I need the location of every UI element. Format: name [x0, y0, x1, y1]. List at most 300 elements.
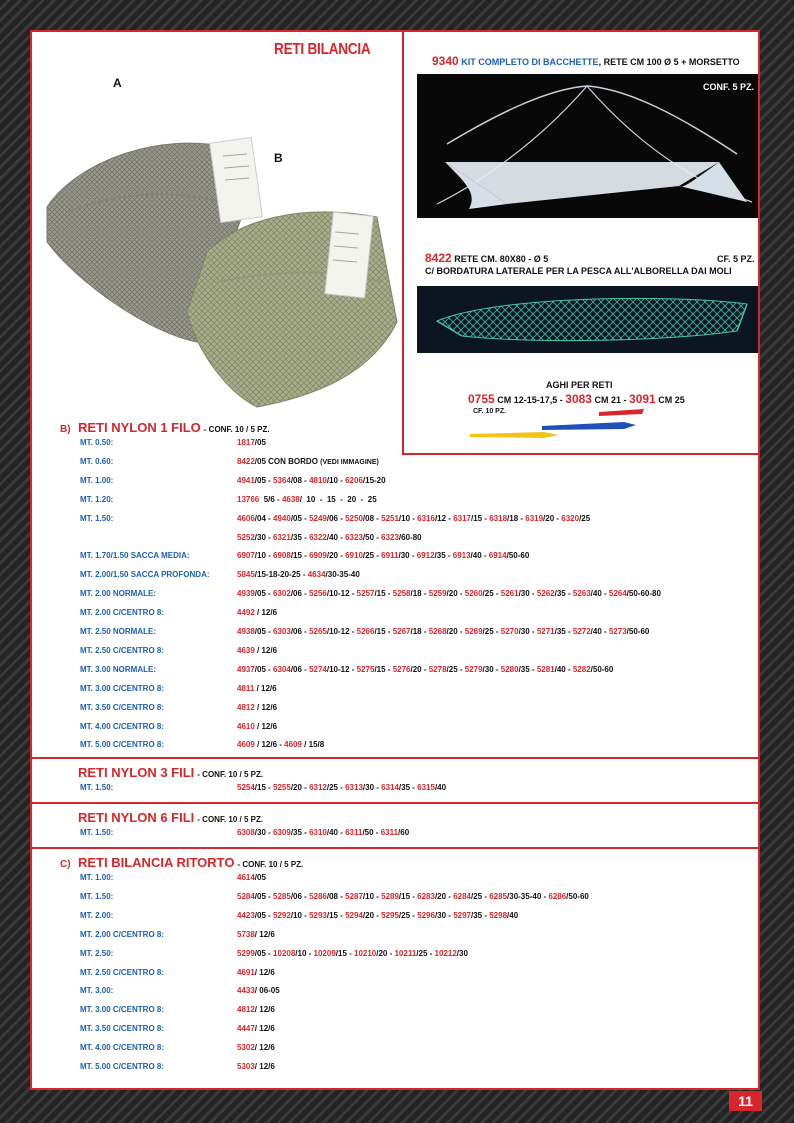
article-code: 4447	[237, 1024, 255, 1034]
article-code: 6308	[237, 828, 255, 837]
size-text: /10 -	[362, 891, 382, 901]
size-text: /40 -	[590, 589, 609, 599]
row-values	[237, 1005, 275, 1014]
rete-desc: RETE CM. 80X80 - Ø 5	[454, 254, 549, 264]
row-values	[237, 495, 377, 504]
size-text: /06 -	[290, 891, 310, 901]
size-text: /50 -	[362, 828, 381, 837]
article-code: 6315	[417, 783, 435, 792]
size-text: /20 -	[446, 589, 465, 599]
size-text: /40	[507, 910, 519, 920]
section-heading	[60, 809, 263, 827]
needle-size-2: CM 21 -	[594, 395, 627, 405]
row-values	[237, 722, 277, 731]
size-text: /25 -	[470, 891, 490, 901]
article-code: 10212	[434, 948, 457, 958]
article-code: 5251	[381, 513, 399, 523]
section-divider-1	[32, 757, 758, 759]
page-title: RETI BILANCIA	[274, 41, 371, 58]
article-code: 4433	[237, 986, 255, 996]
size-text: /20 -	[326, 551, 346, 561]
article-code: 4634	[307, 570, 326, 580]
article-code: 4639	[237, 645, 255, 655]
row-values	[237, 551, 529, 560]
size-text: /05 -	[254, 475, 274, 485]
article-code: 4609	[284, 740, 302, 750]
size-text: /18 -	[507, 513, 526, 523]
size-text: / 12/6	[254, 967, 275, 977]
kit-9340-photo	[417, 74, 758, 218]
article-code: 5249	[309, 513, 327, 523]
size-text: /30 -	[362, 783, 382, 792]
article-code: 5285	[273, 891, 291, 901]
row-label: MT. 5.00 C/CENTRO 8:	[80, 740, 165, 750]
size-text: /25 -	[446, 664, 465, 674]
size-text: / 06-05	[254, 986, 280, 996]
article-code: 5299	[237, 948, 255, 958]
kit-9340-heading	[432, 54, 740, 68]
row-label: MT. 1.50:	[80, 828, 114, 837]
row-label: MT. 0.50:	[80, 438, 114, 447]
top-divider-horizontal	[402, 453, 760, 455]
article-code: 4610	[237, 721, 255, 731]
article-code: 5292	[273, 910, 291, 920]
size-text: /25 -	[482, 627, 501, 636]
size-text: / 12/6	[254, 929, 275, 939]
article-code: 5259	[428, 589, 447, 599]
row-values	[237, 828, 409, 837]
size-text: /50-60	[566, 891, 589, 901]
size-text: /35 -	[290, 828, 310, 837]
size-text: /20 -	[376, 948, 395, 958]
size-text: /10 -	[326, 475, 346, 485]
article-code: 6909	[309, 551, 327, 561]
article-code: 4811	[237, 683, 255, 693]
size-text: /30 -	[518, 589, 537, 599]
size-text: /04 -	[254, 513, 274, 523]
row-values	[237, 438, 266, 447]
needles-conf: CF. 10 PZ.	[473, 408, 507, 415]
size-text: /30 -	[254, 828, 274, 837]
article-code: 5293	[309, 910, 327, 920]
article-code: 6284	[453, 891, 471, 901]
article-code: 1817	[237, 438, 255, 447]
article-code: 5252	[237, 532, 255, 542]
article-code: 6908	[273, 551, 291, 561]
kit-conf: CONF. 5 PZ.	[703, 82, 755, 92]
article-code: 6319	[525, 513, 544, 523]
size-text: /15-20	[362, 475, 386, 485]
size-text: /20 -	[434, 891, 454, 901]
article-code: 5276	[392, 664, 411, 674]
article-code: 5303	[237, 1062, 255, 1071]
row-label: MT. 2.00 C/CENTRO 8:	[80, 608, 165, 618]
size-text: / 12/6	[254, 1005, 275, 1015]
size-text: /20 -	[290, 783, 310, 792]
article-code: 10209	[313, 948, 336, 958]
article-code: 5260	[464, 589, 483, 599]
row-label: MT. 4.00 C/CENTRO 8:	[80, 721, 165, 731]
section-divider-2	[32, 802, 758, 804]
note-text: (VEDI IMMAGINE)	[320, 458, 379, 466]
size-text: / 12/6 -	[254, 740, 285, 750]
row-values	[237, 589, 661, 598]
size-text: /15 -	[470, 513, 490, 523]
section-name: RETI NYLON 3 FILI	[78, 765, 195, 780]
row-values	[237, 514, 590, 523]
size-text: /50-60	[506, 551, 530, 561]
size-text: / 12/6	[254, 702, 278, 712]
size-text: /08 -	[326, 891, 346, 901]
article-code: 4423	[237, 910, 255, 920]
size-text: /35 -	[554, 589, 573, 599]
size-text: /25 -	[482, 589, 501, 599]
size-text: /05 -	[254, 948, 274, 958]
size-text: /06 -	[290, 664, 310, 674]
size-text: /40 -	[326, 532, 346, 542]
article-code: 5281	[536, 664, 555, 674]
kit-code: 9340	[432, 54, 459, 68]
row-label: MT. 3.50 C/CENTRO 8:	[80, 1024, 165, 1034]
article-code: 5273	[608, 627, 627, 636]
size-text: / 12/6	[254, 683, 277, 693]
article-code: 6912	[416, 551, 435, 561]
article-code: 6323	[381, 532, 399, 542]
size-text: /15 -	[290, 551, 310, 561]
article-code: 4812	[237, 702, 255, 712]
article-code: 6302	[273, 589, 291, 599]
row-label: MT. 1.00:	[80, 873, 114, 882]
size-text: /50-60-80	[626, 589, 661, 599]
article-code: 4812	[237, 1005, 255, 1015]
article-code: 5298	[489, 910, 508, 920]
article-code: 5270	[500, 627, 519, 636]
size-text: /25 -	[416, 948, 435, 958]
size-text: /30 -	[482, 664, 501, 674]
row-label: MT. 2.00 C/CENTRO 8:	[80, 929, 165, 939]
article-code: 4938	[237, 627, 255, 636]
size-text: /20 -	[446, 627, 465, 636]
rete-conf: CF. 5 PZ.	[717, 254, 755, 264]
row-values	[237, 665, 613, 674]
size-text: /35 -	[434, 551, 453, 561]
article-code: 5296	[417, 910, 435, 920]
article-code: 6311	[380, 828, 399, 837]
size-text: / 12/6	[254, 721, 278, 731]
row-label: MT. 2.50 C/CENTRO 8:	[80, 645, 165, 655]
size-text: /15 -	[374, 664, 393, 674]
size-text: /15 -	[398, 891, 418, 901]
needle-code-1: 0755	[468, 392, 495, 406]
article-code: 6206	[345, 475, 363, 485]
size-text: /30 -	[254, 532, 274, 542]
size-text: /40 -	[554, 664, 573, 674]
size-text: /30-35-40	[325, 570, 360, 580]
catalog-page	[30, 30, 760, 1090]
size-text: /05 -	[254, 627, 274, 636]
row-values	[237, 930, 275, 939]
size-text: /50-60	[590, 664, 614, 674]
article-code: 5738	[237, 929, 255, 939]
article-code: 10208	[273, 948, 296, 958]
size-text: /30 -	[398, 551, 417, 561]
row-label: MT. 2.50 C/CENTRO 8:	[80, 967, 165, 977]
size-text: /05	[254, 438, 266, 447]
section-conf: - CONF. 10 / 5 PZ.	[197, 815, 264, 824]
size-text: 5/6 -	[259, 494, 282, 504]
size-text: /35 -	[554, 627, 573, 636]
article-code: 5297	[453, 910, 471, 920]
article-code: 5255	[273, 783, 291, 792]
rete-code: 8422	[425, 251, 452, 265]
size-text: /30 -	[434, 910, 454, 920]
article-code: 5284	[237, 891, 255, 901]
article-code: 6913	[452, 551, 471, 561]
article-code: 10210	[354, 948, 377, 958]
size-text: /35 -	[518, 664, 537, 674]
row-values	[237, 740, 324, 749]
article-code: 5294	[345, 910, 363, 920]
article-code: 4609	[237, 740, 255, 750]
row-values	[237, 1062, 275, 1071]
article-code: 4492	[237, 608, 255, 618]
size-text: /10 -	[290, 910, 310, 920]
section-letter: B)	[60, 424, 71, 435]
article-code: 4691	[237, 967, 255, 977]
article-code: 5295	[381, 910, 399, 920]
article-code: 4614	[237, 873, 255, 882]
size-text: /06 -	[290, 627, 310, 636]
article-code: 4606	[237, 513, 255, 523]
article-code: 5289	[381, 891, 399, 901]
size-text: /30-35-40 -	[507, 891, 549, 901]
row-label: MT. 5.00 C/CENTRO 8:	[80, 1062, 165, 1071]
size-text: /40 -	[470, 551, 489, 561]
row-values	[237, 457, 379, 466]
needle-code-2: 3083	[565, 392, 592, 406]
size-text: / 15/8	[301, 740, 325, 750]
row-values	[237, 1024, 275, 1033]
row-values	[237, 684, 277, 693]
row-label: MT. 2.00 NORMALE:	[80, 589, 157, 599]
article-code: 5271	[536, 627, 555, 636]
size-text: /10 -	[295, 948, 314, 958]
size-text: / 12/6	[254, 1024, 275, 1034]
section-conf: - CONF. 10 / 5 PZ.	[197, 770, 264, 779]
article-code: 6320	[561, 513, 580, 523]
article-code: 5264	[608, 589, 627, 599]
article-code: 5286	[309, 891, 327, 901]
row-values	[237, 703, 277, 712]
article-code: 6914	[488, 551, 507, 561]
article-code: 8422	[237, 456, 255, 466]
nets-photo	[37, 92, 399, 412]
row-label: MT. 3.50 C/CENTRO 8:	[80, 702, 165, 712]
size-text: /15 -	[335, 948, 354, 958]
size-text: /10-12 -	[326, 664, 357, 674]
article-code: 5275	[356, 664, 375, 674]
size-text: /35 -	[470, 910, 490, 920]
section-name: RETI NYLON 6 FILI	[78, 810, 195, 825]
row-values	[237, 533, 422, 542]
size-text: /30 -	[518, 627, 537, 636]
article-code: 6322	[309, 532, 327, 542]
article-code: 5263	[572, 589, 591, 599]
article-code: 6285	[489, 891, 508, 901]
row-label: MT. 3.00 NORMALE:	[80, 664, 157, 674]
rete-8422-photo	[417, 286, 758, 353]
rete-8422-heading	[425, 251, 548, 265]
article-code: 5282	[572, 664, 591, 674]
article-code: 5268	[428, 627, 447, 636]
article-code: 13766	[237, 494, 260, 504]
size-text: /15 -	[374, 627, 393, 636]
kit-desc-detail: , RETE CM 100 Ø 5 + MORSETTO	[598, 57, 740, 67]
row-values	[237, 968, 275, 977]
row-label: MT. 1.70/1.50 SACCA MEDIA:	[80, 551, 190, 561]
size-text: /10-12 -	[326, 589, 357, 599]
article-code: 6910	[345, 551, 363, 561]
article-code: 5257	[356, 589, 375, 599]
needle-size-1: CM 12-15-17,5 -	[497, 395, 563, 405]
row-values	[237, 646, 277, 655]
size-text: /40 -	[590, 627, 609, 636]
size-text: / 10 - 15 - 20 - 25	[299, 494, 377, 504]
row-label: MT. 2.50:	[80, 948, 114, 958]
row-label: MT. 3.00 C/CENTRO 8:	[80, 683, 165, 693]
article-code: 6311	[345, 828, 363, 837]
top-divider-vertical	[402, 32, 404, 455]
row-values	[237, 608, 277, 617]
size-text: / 12/6	[254, 645, 278, 655]
article-code: 6321	[273, 532, 291, 542]
size-text: /06 -	[290, 589, 310, 599]
article-code: 5269	[464, 627, 483, 636]
article-code: 4939	[237, 589, 255, 599]
size-text: /12 -	[434, 513, 454, 523]
size-text: /05 -	[254, 664, 274, 674]
article-code: 6314	[381, 783, 399, 792]
section-heading	[60, 419, 270, 437]
size-text: /60	[398, 828, 410, 837]
size-text: /20 -	[362, 910, 382, 920]
row-values	[237, 627, 649, 636]
article-code: 6313	[345, 783, 363, 792]
size-text: /20 -	[543, 513, 562, 523]
row-label: MT. 1.50:	[80, 513, 114, 523]
article-code: 6907	[237, 551, 255, 561]
size-text: /05 -	[254, 589, 274, 599]
article-code: 5265	[309, 627, 327, 636]
size-text: /25 -	[362, 551, 382, 561]
section-name: RETI BILANCIA RITORTO	[78, 855, 235, 870]
size-text: /35 -	[290, 532, 310, 542]
article-code: 5302	[237, 1043, 255, 1053]
size-text: /40	[434, 783, 447, 792]
article-code: 5254	[237, 783, 255, 792]
row-label: MT. 3.00 C/CENTRO 8:	[80, 1005, 165, 1015]
row-label: MT. 1.20:	[80, 494, 114, 504]
article-code: 6283	[417, 891, 435, 901]
article-code: 5364	[273, 475, 291, 485]
section-heading	[60, 764, 263, 782]
article-code: 5256	[309, 589, 327, 599]
size-text: /35 -	[398, 783, 418, 792]
size-text: /10-12 -	[326, 627, 357, 636]
size-text: /25 -	[326, 783, 346, 792]
size-text: /05 -	[254, 891, 274, 901]
article-code: 5280	[500, 664, 519, 674]
kit-desc: KIT COMPLETO DI BACCHETTE	[461, 57, 599, 67]
row-values	[237, 783, 446, 792]
section-divider-3	[32, 847, 758, 849]
article-code: 5287	[345, 891, 363, 901]
size-text: /06 -	[326, 513, 346, 523]
size-text: /05	[254, 873, 266, 882]
row-label: MT. 2.00/1.50 SACCA PROFONDA:	[80, 570, 210, 580]
article-code: 5279	[464, 664, 483, 674]
article-code: 5845	[237, 570, 255, 580]
article-code: 6323	[345, 532, 363, 542]
article-code: 5278	[428, 664, 447, 674]
size-text: /50 -	[362, 532, 382, 542]
size-text: /20 -	[410, 664, 429, 674]
article-code: 6911	[381, 551, 399, 561]
article-code: 5267	[392, 627, 411, 636]
row-label: MT. 2.50 NORMALE:	[80, 627, 157, 636]
size-text: /05 CON BORDO	[254, 456, 321, 466]
size-text: / 12/6	[254, 1043, 275, 1053]
row-label: MT. 0.60:	[80, 456, 114, 466]
size-text: /08 -	[290, 475, 310, 485]
article-code: 6309	[273, 828, 291, 837]
size-text: /10 -	[254, 551, 274, 561]
row-values	[237, 476, 386, 485]
needles-photo	[464, 404, 644, 446]
size-text: /30	[456, 948, 468, 958]
row-values	[237, 911, 518, 920]
article-code: 5272	[572, 627, 591, 636]
article-code: 6316	[417, 513, 435, 523]
section-letter: C)	[60, 859, 71, 870]
page-number: 11	[729, 1091, 762, 1111]
article-code: 4941	[237, 475, 255, 485]
article-code: 5261	[500, 589, 519, 599]
article-code: 5250	[345, 513, 363, 523]
article-code: 6303	[273, 627, 291, 636]
article-code: 6318	[489, 513, 508, 523]
article-code: 4638	[281, 494, 300, 504]
section-heading	[60, 854, 303, 872]
article-code: 6286	[548, 891, 567, 901]
photo-label-a: A	[113, 76, 122, 90]
size-text: /15-18-20-25 -	[254, 570, 308, 580]
size-text: /60-80	[398, 532, 422, 542]
article-code: 6310	[309, 828, 327, 837]
section-conf: - CONF. 10 / 5 PZ.	[203, 425, 270, 434]
size-text: /10 -	[398, 513, 418, 523]
size-text: /50-60	[626, 627, 650, 636]
photo-label-b: B	[274, 151, 283, 165]
section-name: RETI NYLON 1 FILO	[78, 420, 201, 435]
row-label: MT. 1.00:	[80, 475, 114, 485]
size-text: /15 -	[254, 783, 274, 792]
article-code: 4937	[237, 664, 255, 674]
size-text: /40 -	[326, 828, 346, 837]
article-code: 5262	[536, 589, 555, 599]
row-label: MT. 1.50:	[80, 891, 114, 901]
size-text: /25 -	[398, 910, 418, 920]
